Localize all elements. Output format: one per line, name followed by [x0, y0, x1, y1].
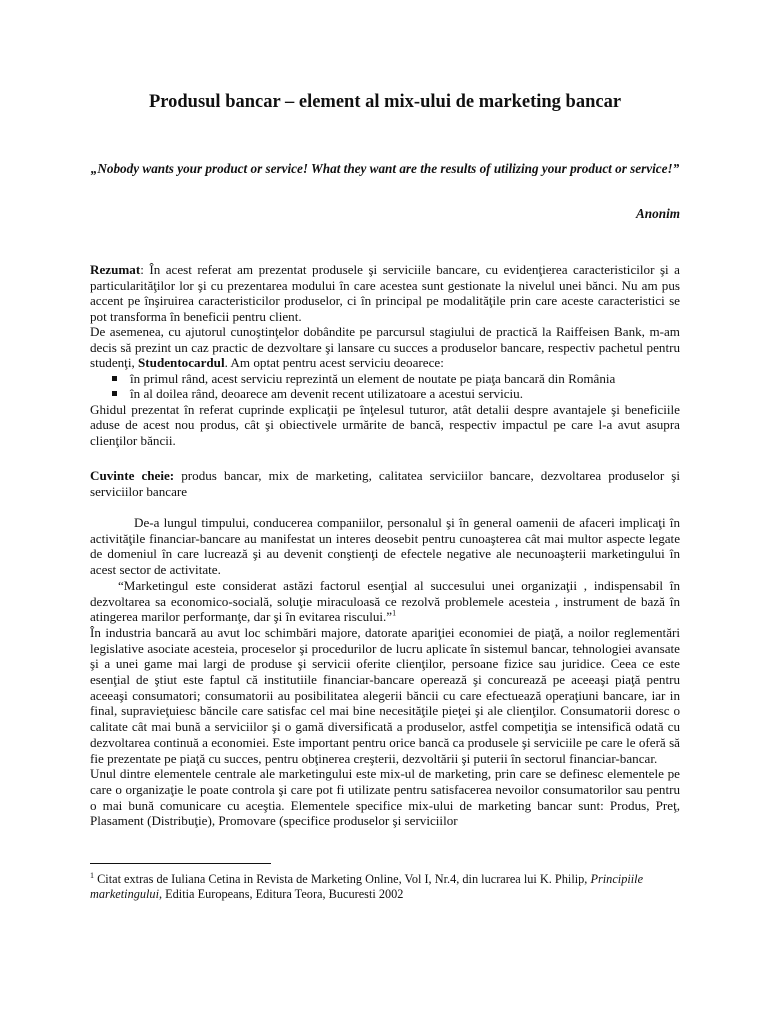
body-paragraph-4: Unul dintre elementele centrale ale marketingului este mix-ul de marketing, prin care se definesc elementele pe care o organizaţie le poate controla şi care pot fi utilizate pentru satisfacerea nevoilor consumatorilor sau pentru o mai bună comunicare cu aceştia. Elementele specifice mix-ului de marketing bancar sunt: Produs, Preţ, Plasament (Distribuţie), Promovare (specifice produselor şi serviciilor	[90, 766, 680, 829]
list-item: în al doilea rând, deoarece am devenit recent utilizatoare a acestui serviciu.	[130, 386, 680, 402]
reasons-list	[90, 371, 680, 402]
body-section	[90, 515, 680, 829]
footnote-book-title: Principiile marketingului	[90, 872, 644, 901]
keywords-text: produs bancar, mix de marketing, calitatea serviciilor bancare, dezvoltarea produselor şi serviciilor bancare	[90, 468, 680, 499]
footnote: $^1$ Citat extras de Iuliana Cetina in Revista de Marketing Online, Vol I, Nr.4, din lucrarea lui K. Philip, Principiile marketingului, Editia Europeans, Editura Teora, Bucuresti 2002	[90, 870, 644, 901]
abstract-section	[90, 262, 680, 448]
product-name: Studentocardul	[138, 355, 225, 370]
keywords-section	[90, 468, 680, 500]
abstract-paragraph-1: Rezumat: În acest referat am prezentat produsele şi serviciile bancare, cu evidenţierea caracteristicilor şi a particularităţilor lor şi cu prezentarea modului în care acestea sunt gestionate la nivelul unei bănci. Nu am pus accent pe înşiruirea caracteristicilor produselor, ci în principal pe modalităţile prin care aceste caracteristici se pot transforma în beneficii pentru client.	[90, 262, 680, 324]
keywords-label: Cuvinte cheie:	[90, 468, 175, 483]
footnote-number: 1	[90, 870, 94, 880]
list-item: în primul rând, acest serviciu reprezintă un element de noutate pe piaţa bancară din România	[130, 371, 680, 387]
page-title: Produsul bancar – element al mix-ului de marketing bancar	[148, 92, 622, 112]
footnote-ref: 1	[392, 608, 397, 618]
abstract-label: Rezumat	[90, 262, 141, 277]
abstract-paragraph-3: Ghidul prezentat în referat cuprinde explicaţii pe înţelesul tuturor, atât detalii despre avantajele şi beneficiile aduse de acest nou produs, cât şi obiectivele urmărite de bancă, respectiv impactul pe care l-a avut asupra clienţilor băncii.	[90, 401, 680, 448]
abstract-paragraph-2: De asemenea, cu ajutorul cunoştinţelor dobândite pe parcursul stagiului de practică la Raiffeisen Bank, m-am decis să prezint un caz practic de dezvoltare şi lansare cu succes a produselor bancare, respectiv pachetul pentru studenţi, Studentocardul. Am optat pentru acest serviciu deoarece:	[90, 324, 680, 370]
epigraph-quote: „Nobody wants your product or service! What they want are the results of utilizing your product or service!”	[90, 161, 680, 176]
body-paragraph-1: De-a lungul timpului, conducerea companiilor, personalul şi în general oamenii de afaceri implicaţi în activităţile financiar-bancare au manifestat un interes deosebit pentru cunoaşterea cât mai multor aspecte legate de domeniul în care lucrează şi au devenit conştienţi de efectele negative ale necunoaşterii marketingului în acest sector de activitate.	[90, 515, 680, 578]
body-paragraph-3: În industria bancară au avut loc schimbări majore, datorate apariţiei economiei de piaţă, a noilor reglementări legislative asociate acesteia, proceselor şi procedurilor de lucru aplicate în sistemul bancar, tehnologiei avansate şi a unei game mai largi de produse şi servicii oferite clienţilor, persoane fizice sau juridice. Ceea ce este esenţial de ştiut este faptul că institutiile financiar-bancare operează şi concurează pe aceeaşi piaţă pentru aceeaşi consumatori; consumatorii au posibilitatea alegerii băncii cu care efectuează operaţiuni bancare, iar in final, supravieţuiesc băncile care satisfac cel mai bine necesităţile pieţei şi ale clienţilor. Consumatorii doresc o calitate cât mai bună a serviciilor şi o gamă diversificată a produselor, astfel competiţia se intensifică odată cu dezvoltarea continuă a economiei. Este important pentru orice bancă ca produsele şi serviciile pe care le oferă să fie prezentate pe piaţă cu succes, pentru obţinerea creşterii, dezvoltării şi puterii în sectorul financiar-bancar.	[90, 624, 680, 766]
body-paragraph-2: “Marketingul este considerat astăzi factorul esenţial al succesului unei organizaţii , indispensabil în dezvoltarea sa economico-socială, soluţie miraculoasă ce rezolvă problemele acesteia , instrument de bază în atingerea marilor performanţe, dar şi în evitarea riscului.”$^1$	[90, 577, 680, 625]
footnote-divider	[90, 863, 271, 864]
epigraph-author: Anonim	[636, 206, 680, 221]
